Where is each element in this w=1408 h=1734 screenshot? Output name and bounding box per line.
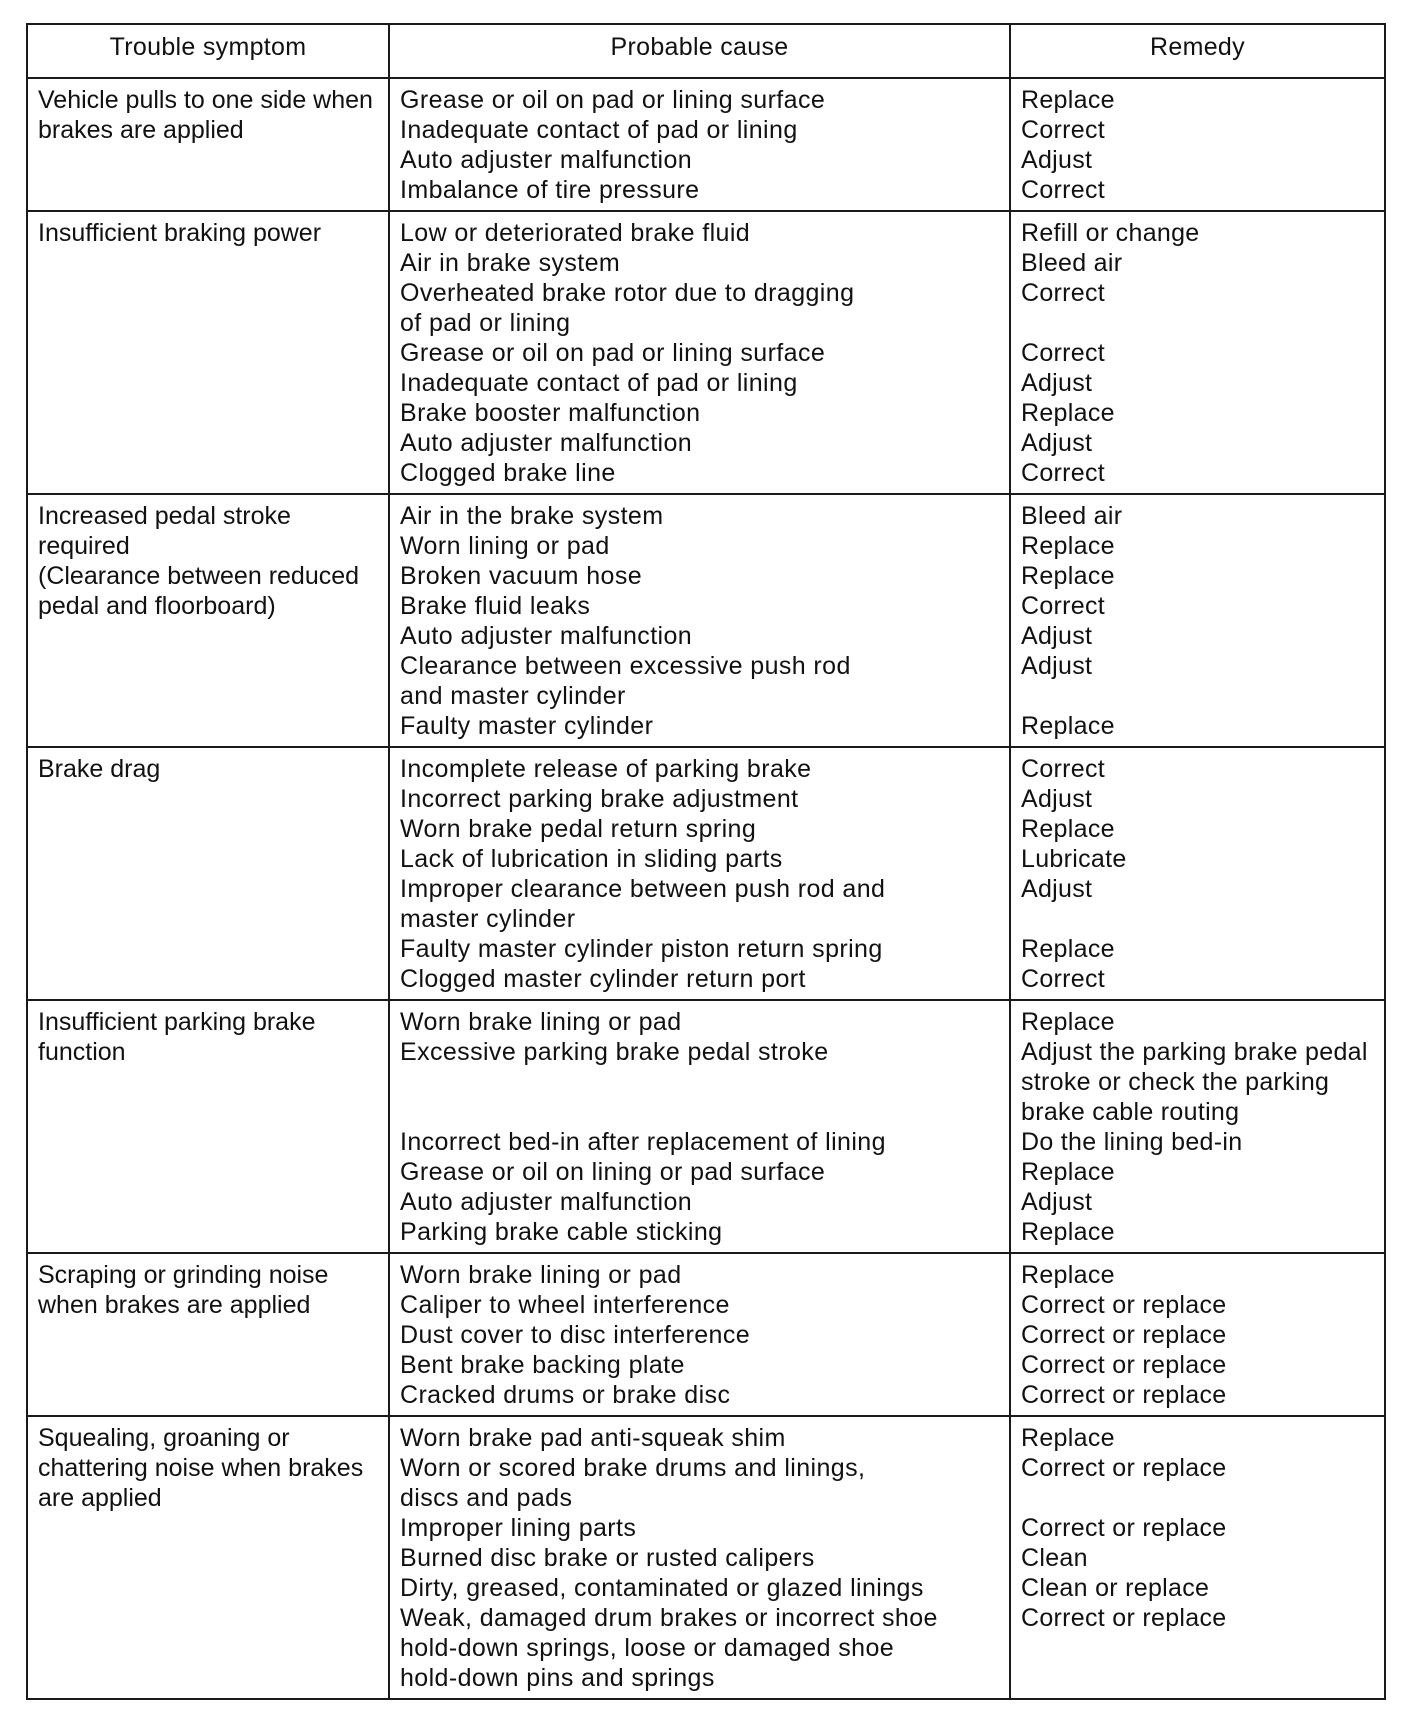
cause-line: Inadequate contact of pad or lining bbox=[400, 116, 798, 144]
cause-line: Worn brake pad anti-squeak shim bbox=[400, 1424, 786, 1452]
remedy-line: Correct or replace bbox=[1021, 1291, 1227, 1319]
cause-line: Brake fluid leaks bbox=[400, 592, 591, 620]
header-trouble-symptom: Trouble symptom bbox=[27, 24, 389, 78]
trouble-symptom-cell: Vehicle pulls to one side when brakes are applied bbox=[27, 78, 389, 211]
cause-line: Low or deteriorated brake fluid bbox=[400, 219, 751, 247]
remedy-line: Adjust bbox=[1021, 652, 1093, 680]
table-row bbox=[27, 1000, 1385, 1253]
remedy-line: Refill or change bbox=[1021, 219, 1200, 247]
remedy-line: Correct bbox=[1021, 755, 1106, 783]
header-probable-cause: Probable cause bbox=[389, 24, 1010, 78]
remedy-line bbox=[1021, 1663, 1374, 1693]
remedy-line bbox=[1021, 904, 1374, 934]
cause-line: master cylinder bbox=[400, 905, 576, 933]
cause-line: Burned disc brake or rusted calipers bbox=[400, 1544, 815, 1572]
cause-line: Cracked drums or brake disc bbox=[400, 1381, 731, 1409]
remedy-line: Correct or replace bbox=[1021, 1321, 1227, 1349]
cause-line bbox=[400, 1067, 999, 1097]
cause-line: Clearance between excessive push rod bbox=[400, 652, 851, 680]
cause-line: discs and pads bbox=[400, 1484, 573, 1512]
remedy-line: Correct or replace bbox=[1021, 1381, 1227, 1409]
remedy-line: Replace bbox=[1021, 562, 1115, 590]
remedy-line: Bleed air bbox=[1021, 249, 1123, 277]
cause-line: Worn brake lining or pad bbox=[400, 1261, 682, 1289]
table-row bbox=[27, 211, 1385, 494]
cause-line: Clogged master cylinder return port bbox=[400, 965, 806, 993]
remedy-line: Adjust bbox=[1021, 429, 1093, 457]
remedy-line: Bleed air bbox=[1021, 502, 1123, 530]
remedy-line: Adjust bbox=[1021, 622, 1093, 650]
remedy-line: Replace bbox=[1021, 1261, 1115, 1289]
remedy-line: Adjust bbox=[1021, 1188, 1093, 1216]
remedy-line: Adjust bbox=[1021, 875, 1093, 903]
trouble-symptom-cell: Insufficient braking power bbox=[27, 211, 389, 494]
remedy-cell bbox=[1010, 1000, 1385, 1253]
cause-line: Overheated brake rotor due to dragging bbox=[400, 279, 855, 307]
trouble-symptom-cell: Squealing, groaning or chattering noise when brakes are applied bbox=[27, 1416, 389, 1699]
cause-line: Imbalance of tire pressure bbox=[400, 176, 700, 204]
remedy-line: Replace bbox=[1021, 1008, 1115, 1036]
remedy-line: Clean bbox=[1021, 1544, 1088, 1572]
cause-line: Auto adjuster malfunction bbox=[400, 622, 693, 650]
cause-line: Air in brake system bbox=[400, 249, 621, 277]
trouble-symptom-cell: Brake drag bbox=[27, 747, 389, 1000]
cause-line: Auto adjuster malfunction bbox=[400, 429, 693, 457]
remedy-cell bbox=[1010, 1416, 1385, 1699]
remedy-line: Replace bbox=[1021, 1218, 1115, 1246]
cause-line: Incorrect parking brake adjustment bbox=[400, 785, 799, 813]
remedy-line: Clean or replace bbox=[1021, 1574, 1210, 1602]
table-row bbox=[27, 1253, 1385, 1416]
remedy-line: Replace bbox=[1021, 86, 1115, 114]
cause-line: Worn brake lining or pad bbox=[400, 1008, 682, 1036]
probable-cause-cell bbox=[389, 747, 1010, 1000]
cause-line: Improper clearance between push rod and bbox=[400, 875, 886, 903]
probable-cause-cell bbox=[389, 211, 1010, 494]
cause-line bbox=[400, 1097, 999, 1127]
cause-line: Improper lining parts bbox=[400, 1514, 637, 1542]
cause-line: Faulty master cylinder bbox=[400, 712, 654, 740]
table-row bbox=[27, 747, 1385, 1000]
remedy-line bbox=[1021, 1483, 1374, 1513]
cause-line: Worn lining or pad bbox=[400, 532, 610, 560]
probable-cause-cell bbox=[389, 1000, 1010, 1253]
remedy-line: Correct or replace bbox=[1021, 1454, 1227, 1482]
cause-line: Weak, damaged drum brakes or incorrect shoe bbox=[400, 1604, 938, 1632]
remedy-line bbox=[1021, 1633, 1374, 1663]
remedy-cell bbox=[1010, 1253, 1385, 1416]
troubleshooting-table bbox=[26, 23, 1386, 1700]
table-body bbox=[27, 78, 1385, 1699]
remedy-line: Correct bbox=[1021, 965, 1106, 993]
cause-line: of pad or lining bbox=[400, 309, 571, 337]
cause-line: Grease or oil on pad or lining surface bbox=[400, 339, 826, 367]
remedy-line: Do the lining bed-in bbox=[1021, 1128, 1243, 1156]
cause-line: hold-down pins and springs bbox=[400, 1664, 715, 1692]
remedy-line: Correct bbox=[1021, 592, 1106, 620]
remedy-line: Replace bbox=[1021, 399, 1115, 427]
remedy-line: Correct bbox=[1021, 459, 1106, 487]
remedy-cell bbox=[1010, 211, 1385, 494]
remedy-line: Correct bbox=[1021, 279, 1106, 307]
probable-cause-cell bbox=[389, 1253, 1010, 1416]
cause-line: and master cylinder bbox=[400, 682, 626, 710]
remedy-line: stroke or check the parking bbox=[1021, 1068, 1330, 1096]
cause-line: Brake booster malfunction bbox=[400, 399, 701, 427]
remedy-cell bbox=[1010, 747, 1385, 1000]
probable-cause-cell bbox=[389, 494, 1010, 747]
remedy-line: Replace bbox=[1021, 1158, 1115, 1186]
remedy-line: Replace bbox=[1021, 532, 1115, 560]
remedy-line: Correct or replace bbox=[1021, 1514, 1227, 1542]
remedy-cell bbox=[1010, 494, 1385, 747]
remedy-line: Correct bbox=[1021, 176, 1106, 204]
table-row bbox=[27, 494, 1385, 747]
cause-line: hold-down springs, loose or damaged shoe bbox=[400, 1634, 895, 1662]
remedy-line: brake cable routing bbox=[1021, 1098, 1240, 1126]
remedy-line: Correct bbox=[1021, 116, 1106, 144]
cause-line: Air in the brake system bbox=[400, 502, 664, 530]
cause-line: Inadequate contact of pad or lining bbox=[400, 369, 798, 397]
cause-line: Worn brake pedal return spring bbox=[400, 815, 757, 843]
cause-line: Faulty master cylinder piston return spring bbox=[400, 935, 883, 963]
cause-line: Grease or oil on pad or lining surface bbox=[400, 86, 826, 114]
trouble-symptom-cell: Scraping or grinding noise when brakes are applied bbox=[27, 1253, 389, 1416]
remedy-line: Replace bbox=[1021, 1424, 1115, 1452]
cause-line: Broken vacuum hose bbox=[400, 562, 643, 590]
cause-line: Incorrect bed-in after replacement of lining bbox=[400, 1128, 886, 1156]
remedy-line bbox=[1021, 308, 1374, 338]
cause-line: Clogged brake line bbox=[400, 459, 616, 487]
remedy-line: Adjust bbox=[1021, 369, 1093, 397]
cause-line: Auto adjuster malfunction bbox=[400, 146, 693, 174]
cause-line: Grease or oil on lining or pad surface bbox=[400, 1158, 826, 1186]
cause-line: Parking brake cable sticking bbox=[400, 1218, 723, 1246]
trouble-symptom-cell: Insufficient parking brake function bbox=[27, 1000, 389, 1253]
header-row bbox=[27, 24, 1385, 78]
remedy-line: Correct or replace bbox=[1021, 1604, 1227, 1632]
cause-line: Caliper to wheel interference bbox=[400, 1291, 730, 1319]
remedy-line: Correct bbox=[1021, 339, 1106, 367]
remedy-line: Replace bbox=[1021, 935, 1115, 963]
remedy-line bbox=[1021, 681, 1374, 711]
cause-line: Incomplete release of parking brake bbox=[400, 755, 812, 783]
probable-cause-cell bbox=[389, 1416, 1010, 1699]
header-remedy: Remedy bbox=[1010, 24, 1385, 78]
remedy-line: Adjust bbox=[1021, 146, 1093, 174]
cause-line: Bent brake backing plate bbox=[400, 1351, 685, 1379]
remedy-line: Replace bbox=[1021, 815, 1115, 843]
cause-line: Dust cover to disc interference bbox=[400, 1321, 751, 1349]
remedy-line: Adjust the parking brake pedal bbox=[1021, 1038, 1368, 1066]
remedy-line: Adjust bbox=[1021, 785, 1093, 813]
cause-line: Auto adjuster malfunction bbox=[400, 1188, 693, 1216]
cause-line: Excessive parking brake pedal stroke bbox=[400, 1038, 829, 1066]
remedy-line: Replace bbox=[1021, 712, 1115, 740]
trouble-symptom-cell: Increased pedal stroke required (Clearance between reduced pedal and floorboard) bbox=[27, 494, 389, 747]
table-row bbox=[27, 1416, 1385, 1699]
remedy-line: Lubricate bbox=[1021, 845, 1127, 873]
table-row bbox=[27, 78, 1385, 211]
cause-line: Dirty, greased, contaminated or glazed linings bbox=[400, 1574, 924, 1602]
probable-cause-cell bbox=[389, 78, 1010, 211]
remedy-cell bbox=[1010, 78, 1385, 211]
cause-line: Worn or scored brake drums and linings, bbox=[400, 1454, 866, 1482]
cause-line: Lack of lubrication in sliding parts bbox=[400, 845, 783, 873]
remedy-line: Correct or replace bbox=[1021, 1351, 1227, 1379]
